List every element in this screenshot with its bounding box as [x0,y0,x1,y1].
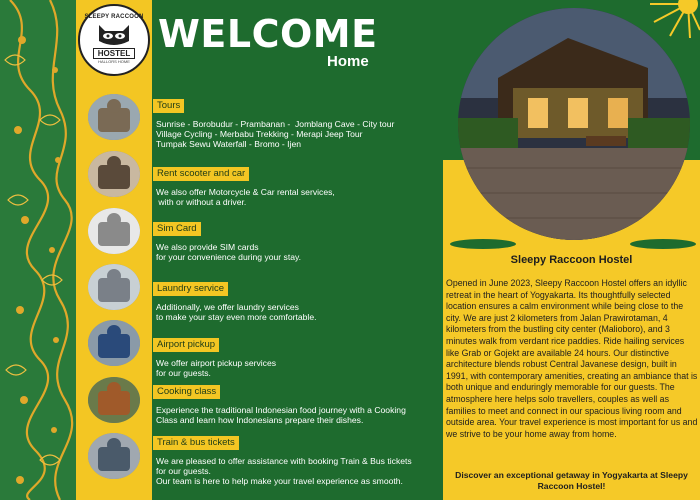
hostel-photo [458,8,690,240]
sim-card-icon [88,208,140,254]
hostel-description: Opened in June 2023, Sleepy Raccoon Hostel offers an idyllic retreat in the heart of Yogyakarta. Its thoughtfully selected location ensures a calm environment while being close to the city. We are just 2 kilometers from Jalan Prawirotaman, 4 kilometers from the bustling city center (Malioboro), and 3 minutes walk from verdant rice paddies. Ride hailing services like Grab or Gojekt are available 24 hours. Our distinctive architecture blends robust Central Javanese design, built in 1991, with contemporary amenities, creating an ambiance that is both unique and enduringly memorable for our guests. The atmosphere here helps solo travellers, couples as well as families to meet and connect in our spacious living room and outside area. Your travel experience is most important for us and we strive to be your home away from home. [446,278,698,439]
airport-icon [88,320,140,366]
service-title: Laundry service [153,282,228,296]
service-description: We offer airport pickup services for our guests. [156,358,277,378]
service-title: Rent scooter and car [153,167,249,181]
batik-border [0,0,76,500]
decor-oval-left [450,239,516,249]
cooking-icon [88,377,140,423]
service-description: We are pleased to offer assistance with booking Train & Bus tickets for our guests. Our team is here to help make your travel experience as smooth. [156,456,412,486]
sun-icon [640,0,700,40]
raccoon-icon [95,21,133,47]
logo-sub-text: HALLORS HOME [98,59,130,64]
service-description: We also provide SIM cards for your convenience during your stay. [156,242,302,262]
home-link[interactable]: Home [327,53,369,70]
service-title: Airport pickup [153,338,219,352]
service-title: Cooking class [153,385,220,399]
logo-banner: HOSTEL [93,48,135,59]
hostel-logo [78,4,150,76]
service-description: Additionally, we offer laundry services to make your stay even more comfortable. [156,302,317,322]
logo-top-text: SLEEPY RACCOON [84,14,144,20]
hostel-footer: Discover an exceptional getaway in Yogyakarta at Sleepy Raccoon Hostel! [455,470,688,491]
service-description: Sunrise - Borobudur - Prambanan - Jomblang Cave - City tour Village Cycling - Merbabu Trekking - Merapi Jeep Tour Tumpak Sewu Waterfall - Bromo - Ijen [156,119,395,149]
service-description: Experience the traditional Indonesian food journey with a Cooking Class and learn how Indonesians prepare their dishes. [156,405,406,425]
service-description: We also offer Motorcycle & Car rental services, with or without a driver. [156,187,335,207]
service-title: Sim Card [153,222,201,236]
service-title: Tours [153,99,184,113]
temple-icon [88,94,140,140]
hostel-name: Sleepy Raccoon Hostel [510,254,633,266]
laundry-icon [88,264,140,310]
decor-oval-right [630,239,696,249]
service-title: Train & bus tickets [153,436,239,450]
train-icon [88,433,140,479]
scooter-icon [88,151,140,197]
welcome-title: WELCOME [158,12,378,56]
